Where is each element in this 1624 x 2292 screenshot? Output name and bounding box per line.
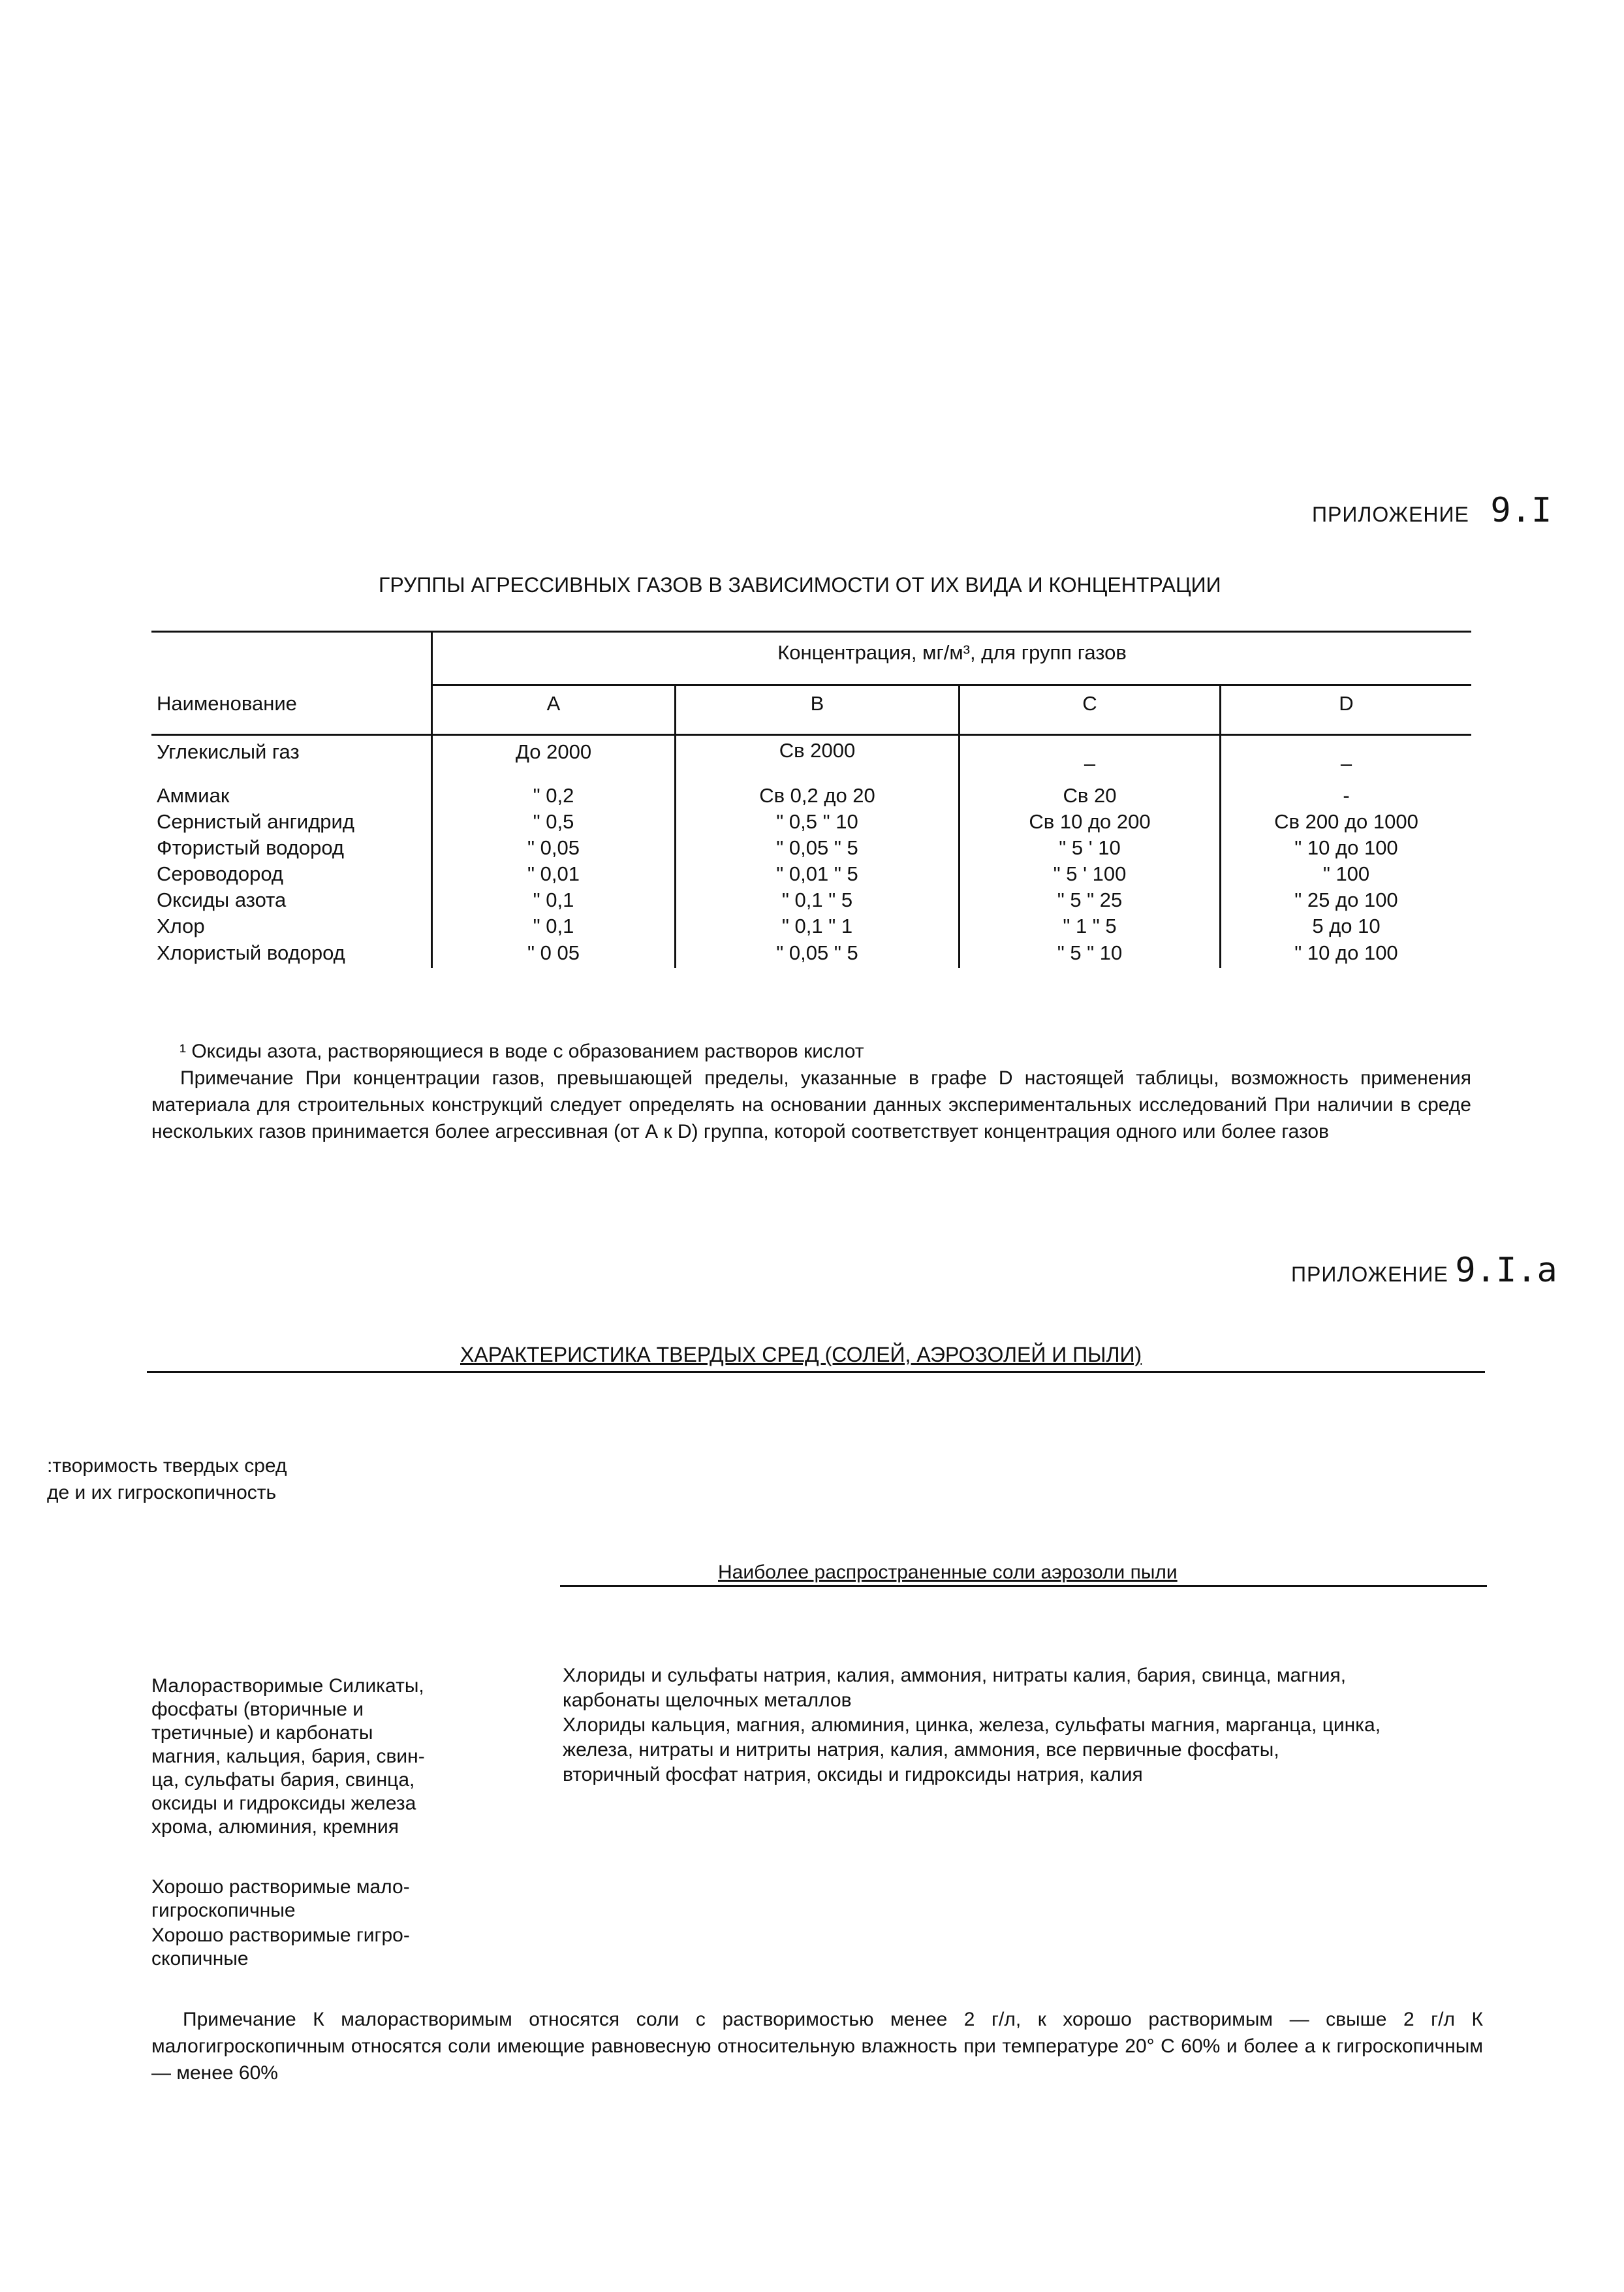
- value-c: Св 20: [1063, 784, 1117, 807]
- value-c: Св 10 до 200: [1029, 810, 1151, 833]
- gas-name: Углекислый газ: [157, 740, 300, 763]
- value-b: " 0,5 " 10: [776, 810, 858, 833]
- appendix-header: [1312, 491, 1552, 530]
- category-line: оксиды и гидроксиды железа: [151, 1793, 416, 1814]
- column-header-solubility-line2: де и их гигроскопичность: [47, 1482, 277, 1503]
- value-d: " 10 до 100: [1294, 941, 1398, 964]
- appendix-number: 9.I: [1490, 491, 1552, 530]
- gas-name: Сероводород: [157, 862, 284, 885]
- column-header-name: Наименование: [157, 692, 297, 715]
- value-a: " 0,1: [533, 888, 574, 911]
- value-c: " 5 " 25: [1057, 888, 1123, 911]
- value-d: " 100: [1322, 862, 1370, 885]
- category-line: ца, сульфаты бария, свинца,: [151, 1769, 415, 1791]
- value-b: " 0,1 " 1: [781, 915, 853, 937]
- value-c: " 5 " 10: [1057, 941, 1123, 964]
- category-line: Малорастворимые Силикаты,: [151, 1675, 424, 1697]
- value-a: " 0,2: [533, 784, 574, 807]
- value-d: Св 200 до 1000: [1274, 810, 1418, 833]
- gas-name: Хлористый водород: [157, 941, 345, 964]
- value-b: " 0,05 " 5: [776, 836, 858, 859]
- table-top-rule: [151, 631, 1471, 633]
- group-header-d: D: [1339, 692, 1354, 715]
- value-d: –: [1340, 752, 1352, 775]
- salts-header-rule: [560, 1585, 1487, 1587]
- value-a: " 0 05: [527, 941, 580, 964]
- appendix-header-2: [1291, 1251, 1557, 1290]
- salts-line: Хлориды кальция, магния, алюминия, цинка, железа, сульфаты магния, марганца, цинка,: [563, 1714, 1381, 1736]
- group-header-c: C: [1082, 692, 1097, 715]
- group-header-rule: [432, 684, 1471, 686]
- section-title: ГРУППЫ АГРЕССИВНЫХ ГАЗОВ В ЗАВИСИМОСТИ ОТ ИХ ВИДА И КОНЦЕНТРАЦИИ: [379, 573, 1221, 597]
- header-bottom-rule: [151, 734, 1471, 736]
- category-line: третичные) и карбонаты: [151, 1722, 373, 1744]
- column-header-salts: Наиболее распространенные соли аэрозоли пыли: [718, 1562, 1178, 1583]
- section-title-2: ХАРАКТЕРИСТИКА ТВЕРДЫХ СРЕД (СОЛЕЙ, АЭРОЗОЛЕЙ И ПЫЛИ): [460, 1343, 1142, 1366]
- value-d: 5 до 10: [1312, 915, 1381, 937]
- value-c: " 5 ' 100: [1053, 862, 1127, 885]
- table-footnote: ¹ Оксиды азота, растворяющиеся в воде с образованием растворов кислот: [180, 1041, 864, 1062]
- salts-line: вторичный фосфат натрия, оксиды и гидроксиды натрия, калия: [563, 1764, 1143, 1785]
- value-c: –: [1084, 752, 1096, 775]
- value-d: " 25 до 100: [1294, 888, 1398, 911]
- category-line: фосфаты (вторичные и: [151, 1699, 364, 1720]
- value-b: " 0,05 " 5: [776, 941, 858, 964]
- category-line: хрома, алюминия, кремния: [151, 1816, 399, 1838]
- category-line: Хорошо растворимые мало-: [151, 1876, 410, 1898]
- salts-line: железа, нитраты и нитриты натрия, калия, аммония, все первичные фосфаты,: [563, 1739, 1279, 1761]
- value-a: " 0,05: [527, 836, 580, 859]
- value-c: " 5 ' 10: [1059, 836, 1121, 859]
- appendix-label: ПРИЛОЖЕНИЕ: [1291, 1263, 1448, 1286]
- value-a: " 0,1: [533, 915, 574, 937]
- value-b: " 0,1 " 5: [781, 888, 853, 911]
- salts-line: карбонаты щелочных металлов: [563, 1689, 852, 1711]
- value-b: Св 2000: [779, 739, 856, 762]
- gas-name: Аммиак: [157, 784, 230, 807]
- category-line: Хорошо растворимые гигро-: [151, 1924, 410, 1946]
- gas-name: Оксиды азота: [157, 888, 287, 911]
- column-header-concentration: Концентрация, мг/м³, для групп газов: [777, 641, 1127, 664]
- group-header-a: A: [546, 692, 561, 715]
- value-a: " 0,5: [533, 810, 574, 833]
- value-a: " 0,01: [527, 862, 580, 885]
- table-note: Примечание При концентрации газов, превышающей пределы, указанные в графе D настоящей таблицы, возможность применения материала для строительных конструкций следует определять на основании данных экспериментальных исследований При наличии в среде нескольких газов принимается более агрессивная (от А к D) группа, которой соответствует концентрация одного или более газов: [151, 1067, 1472, 1142]
- value-d: -: [1343, 784, 1350, 807]
- solids-note: Примечание К малорастворимым относятся соли с растворимостью менее 2 г/л, к хорошо растворимым — свыше 2 г/л К малогигроскопичным относятся соли имеющие равновесную относительную влажность при температуре 20° С 60% и более а к гигроскопичным — менее 60%: [151, 2009, 1483, 2084]
- gas-name: Сернистый ангидрид: [157, 810, 354, 833]
- value-b: " 0,01 " 5: [776, 862, 858, 885]
- value-c: " 1 " 5: [1063, 915, 1117, 937]
- gas-name: Хлор: [157, 915, 205, 937]
- value-a: До 2000: [515, 740, 592, 763]
- section-rule: [147, 1371, 1485, 1373]
- appendix-label: ПРИЛОЖЕНИЕ: [1312, 503, 1469, 526]
- gas-name: Фтористый водород: [157, 836, 345, 859]
- appendix-number: 9.I.a: [1455, 1251, 1557, 1290]
- category-line: гигроскопичные: [151, 1900, 296, 1921]
- category-line: магния, кальция, бария, свин-: [151, 1746, 425, 1767]
- salts-line: Хлориды и сульфаты натрия, калия, аммония, нитраты калия, бария, свинца, магния,: [563, 1665, 1347, 1686]
- value-b: Св 0,2 до 20: [759, 784, 875, 807]
- value-d: " 10 до 100: [1294, 836, 1398, 859]
- category-line: скопичные: [151, 1948, 249, 1970]
- group-header-b: B: [810, 692, 824, 715]
- column-header-solubility-line1: :творимость твердых сред: [47, 1455, 287, 1477]
